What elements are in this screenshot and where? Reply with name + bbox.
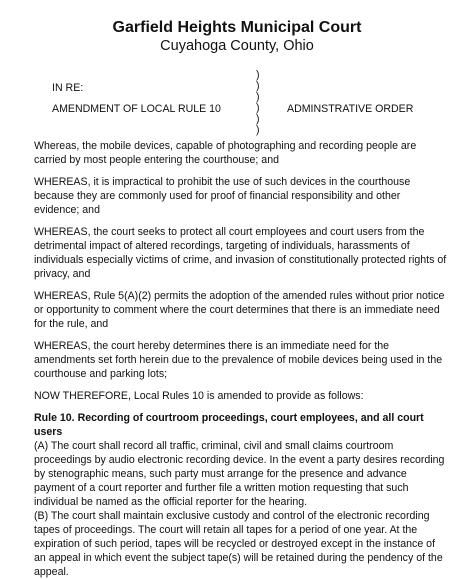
caption-matter: AMENDMENT OF LOCAL RULE 10: [52, 103, 221, 115]
in-re-label: IN RE:: [52, 82, 84, 94]
rule-title: Rule 10. Recording of courtroom proceedings, court employees, and all court users: [34, 412, 424, 438]
caption-paren: ): [256, 113, 260, 125]
order-type: ADMINSTRATIVE ORDER: [287, 103, 414, 115]
whereas-paragraph: Whereas, the mobile devices, capable of photographing and recording people are carried by most people entering the courthouse; and: [34, 140, 417, 166]
caption-paren: ): [256, 124, 260, 136]
whereas-paragraph: WHEREAS, the court hereby determines there is an immediate need for the amendments set forth herein due to the prevalence of mobile devices being used in the courthouse and parking lots;: [34, 340, 443, 380]
caption-paren: ): [256, 91, 260, 103]
caption-paren: ): [256, 80, 260, 92]
caption-paren: ): [256, 102, 260, 114]
order-body: [34, 139, 448, 579]
whereas-paragraph: WHEREAS, Rule 5(A)(2) permits the adoption of the amended rules without prior notice or opportunity to comment where the court determines that there is an immediate need for the rule, and: [34, 290, 445, 330]
rule-section-a: (A) The court shall record all traffic, criminal, civil and small claims courtroom proceedings by audio electronic recording device. In the event a party desires recording by stenographic means, such party must arrange for the presence and advance payment of a court reporter and further file a written motion requesting that such individual be named as the official reporter for the hearing.: [34, 440, 445, 508]
county-name: Cuyahoga County, Ohio: [160, 38, 314, 54]
rule-section-b: (B) The court shall maintain exclusive custody and control of the electronic recording tapes of proceedings. The court will retain all tapes for a period of one year. At the expiration of such period, tapes will be recycled or destroyed except in the instance of an appeal in which event the subject tape(s) will be retained during the pendency of the appeal.: [34, 510, 443, 578]
court-name: Garfield Heights Municipal Court: [112, 19, 362, 36]
rule-section: [34, 411, 448, 579]
whereas-paragraph: WHEREAS, it is impractical to prohibit the use of such devices in the courthouse because they are commonly used for proof of financial responsibility and other evidence; and: [34, 176, 411, 216]
now-therefore-paragraph: NOW THEREFORE, Local Rules 10 is amended to provide as follows:: [34, 390, 364, 402]
whereas-paragraph: WHEREAS, the court seeks to protect all court employees and court users from the detrimental impact of altered recordings, targeting of individuals, harassments of individuals especially victims of crime, and invasion of constitutionally protected rights of privacy, and: [34, 226, 447, 280]
caption-paren: ): [256, 69, 260, 81]
